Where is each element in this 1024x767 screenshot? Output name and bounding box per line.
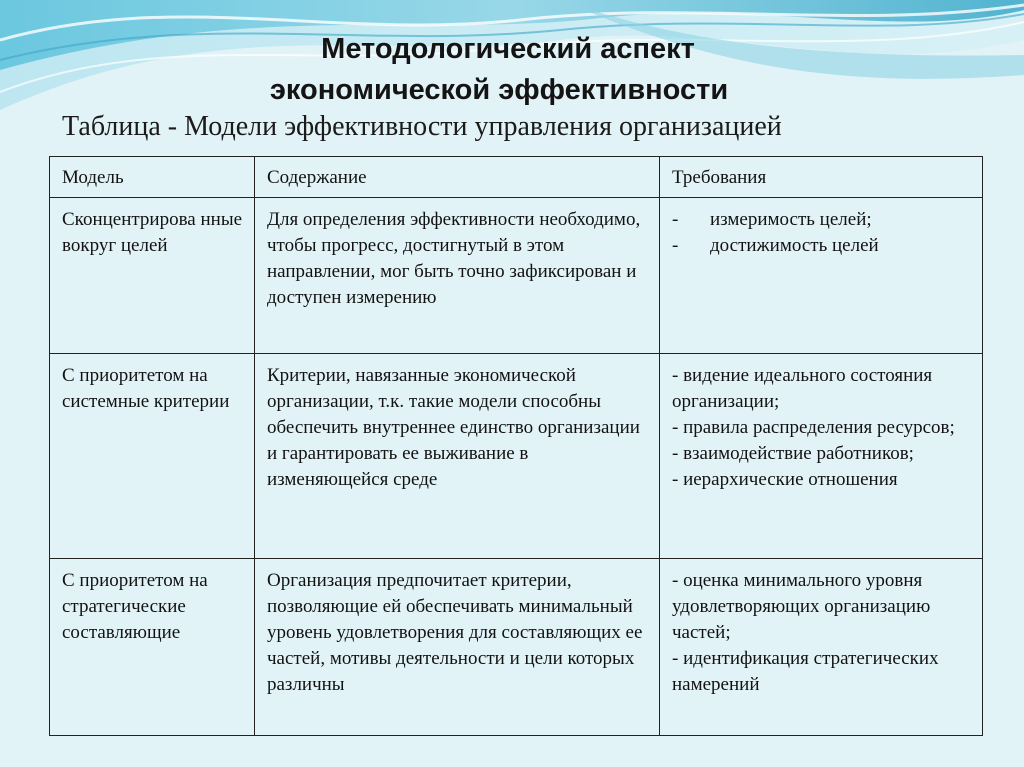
requirement-item: - правила распределения ресурсов; xyxy=(672,417,955,438)
model-cell: С приоритетом на системные критерии xyxy=(50,354,255,559)
slide-title-line-2: экономической эффективности xyxy=(269,74,729,106)
efficiency-models-table xyxy=(49,156,983,736)
table-row xyxy=(50,559,983,736)
table-caption: Таблица - Модели эффективности управления организацией xyxy=(62,111,782,142)
slide-title-line-1: Методологический аспект xyxy=(321,33,695,65)
content-cell: Для определения эффективности необходимо, чтобы прогресс, достигнутый в этом направлении, мог быть точно зафиксирован и доступен измерению xyxy=(255,198,660,354)
requirement-item: - видение идеального состояния организации; xyxy=(672,365,933,412)
table-row xyxy=(50,354,983,559)
requirement-item: - измеримость целей; xyxy=(672,209,872,230)
requirements-cell xyxy=(660,198,983,354)
requirements-cell xyxy=(660,559,983,736)
table-row xyxy=(50,198,983,354)
column-header-model: Модель xyxy=(50,157,255,198)
requirements-cell xyxy=(660,354,983,559)
content-cell: Критерии, навязанные экономической организации, т.к. такие модели способны обеспечить внутреннее единство организации и гарантировать ее выживание в изменяющейся среде xyxy=(255,354,660,559)
requirement-text: измеримость целей; xyxy=(710,209,872,230)
model-cell: Сконцентрирова нные вокруг целей xyxy=(50,198,255,354)
requirement-item: - иерархические отношения xyxy=(672,469,898,490)
requirement-item: - идентификация стратегических намерений xyxy=(672,648,939,695)
requirement-item: - достижимость целей xyxy=(672,235,879,256)
table-header-row xyxy=(50,157,983,198)
requirement-item: - оценка минимального уровня удовлетворяющих организацию частей; xyxy=(672,570,931,643)
content-cell: Организация предпочитает критерии, позволяющие ей обеспечивать минимальный уровень удовлетворения для составляющих ее частей, мотивы деятельности и цели которых различны xyxy=(255,559,660,736)
column-header-content: Содержание xyxy=(255,157,660,198)
requirement-text: достижимость целей xyxy=(710,235,879,256)
column-header-requirements: Требования xyxy=(660,157,983,198)
model-cell: С приоритетом на стратегические составляющие xyxy=(50,559,255,736)
requirement-item: - взаимодействие работников; xyxy=(672,443,914,464)
